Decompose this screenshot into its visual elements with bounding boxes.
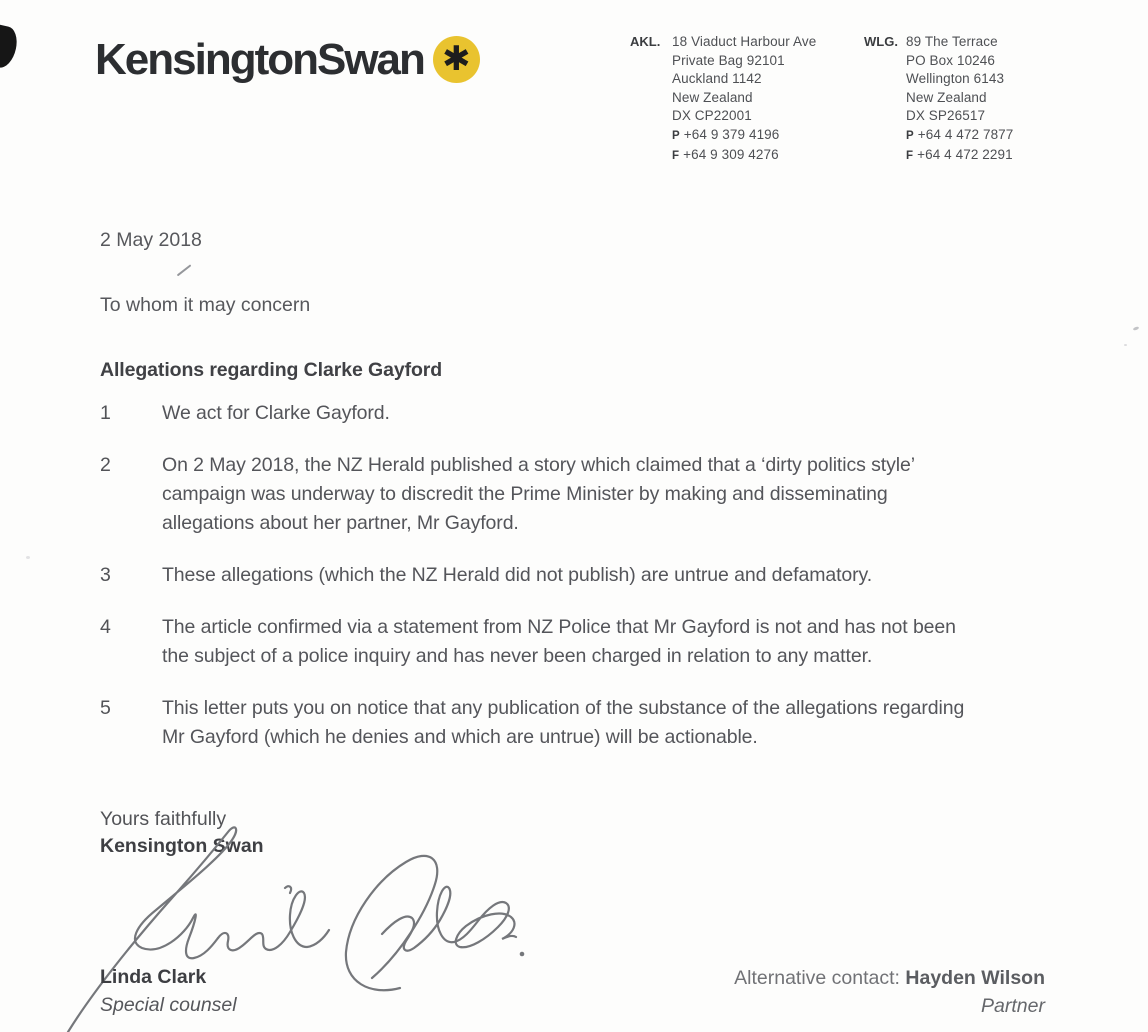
paragraph-number: 2: [100, 454, 111, 476]
letter-paragraphs: [100, 399, 1048, 775]
stray-pen-mark: [177, 264, 192, 276]
office-address-wlg: [906, 33, 1013, 165]
letter-date: 2 May 2018: [100, 229, 202, 251]
paragraph-4: [100, 613, 1048, 671]
letterhead-offices: [630, 33, 1013, 165]
address-line: 18 Viaduct Harbour Ave: [672, 34, 817, 49]
text-line: Mr Gayford (which he denies and which are untrue) will be actionable.: [162, 726, 758, 748]
address-line: Private Bag 92101: [672, 52, 785, 68]
text-line: This letter puts you on notice that any publication of the substance of the allegations regarding: [162, 697, 965, 719]
text-line: We act for Clarke Gayford.: [162, 402, 390, 424]
address-line: New Zealand: [906, 89, 987, 105]
scan-artifact-corner: [0, 24, 20, 70]
paragraph-text: [162, 561, 872, 590]
office-wellington: [864, 33, 1013, 165]
paragraph-text: [162, 613, 956, 671]
salutation: To whom it may concern: [100, 294, 311, 316]
phone-number: +64 4 472 7877: [917, 126, 1014, 142]
paragraph-1: [100, 399, 1048, 428]
firm-name: Kensington Swan: [100, 835, 264, 857]
office-address-akl: [672, 33, 816, 165]
office-label-wlg: WLG.: [864, 34, 898, 49]
paragraph-number: 4: [100, 616, 111, 638]
paragraph-text: [162, 399, 390, 428]
phone-line: [672, 126, 816, 146]
alternative-contact-title: Partner: [981, 995, 1045, 1017]
alternative-contact-block: [734, 964, 1045, 1020]
alternative-contact-label: Alternative contact:: [734, 967, 906, 989]
signer-block: [100, 963, 237, 1019]
firm-logo: [95, 36, 480, 83]
text-line: campaign was underway to discredit the Prime Minister by making and disseminating: [162, 483, 888, 505]
scan-speck: [26, 556, 30, 559]
phone-number: +64 9 379 4196: [683, 126, 780, 142]
fax-label: F: [672, 149, 680, 162]
fax-number: +64 4 472 2291: [917, 146, 1013, 162]
text-line: the subject of a police inquiry and has never been charged in relation to any matter.: [162, 645, 873, 667]
office-label-akl: AKL.: [630, 34, 661, 49]
firm-logo-wordmark: KensingtonSwan: [95, 35, 424, 84]
address-line: DX SP26517: [906, 108, 986, 124]
signer-title: Special counsel: [100, 994, 237, 1016]
paragraph-5: [100, 694, 1048, 752]
address-line: Wellington 6143: [906, 71, 1005, 87]
address-line: 89 The Terrace: [906, 34, 998, 49]
phone-label: P: [906, 129, 914, 142]
alternative-contact-name: Hayden Wilson: [905, 967, 1045, 989]
closing-block: [100, 806, 264, 860]
fax-number: +64 9 309 4276: [683, 146, 779, 162]
phone-line: [906, 126, 1013, 146]
fax-label: F: [906, 149, 914, 162]
text-line: These allegations (which the NZ Herald did not publish) are untrue and defamatory.: [162, 564, 873, 586]
fax-line: [672, 146, 816, 166]
valediction: Yours faithfully: [100, 808, 227, 830]
text-line: allegations about her partner, Mr Gayford.: [162, 512, 519, 534]
subject-heading: Allegations regarding Clarke Gayford: [100, 359, 443, 381]
address-line: Auckland 1142: [672, 71, 762, 87]
text-line: The article confirmed via a statement from NZ Police that Mr Gayford is not and has not been: [162, 616, 956, 638]
alternative-contact-line: [734, 964, 1045, 992]
signer-name: Linda Clark: [100, 966, 207, 988]
address-line: New Zealand: [672, 89, 753, 105]
paragraph-number: 1: [100, 402, 111, 424]
text-line: On 2 May 2018, the NZ Herald published a story which claimed that a ‘dirty politics style’: [162, 454, 915, 476]
office-auckland: [630, 33, 864, 165]
paragraph-number: 3: [100, 564, 111, 586]
phone-label: P: [672, 129, 680, 142]
paragraph-2: [100, 451, 1048, 538]
paragraph-number: 5: [100, 697, 111, 719]
address-line: DX CP22001: [672, 108, 752, 124]
asterisk-logo-icon: ✱: [433, 36, 480, 83]
paragraph-text: [162, 694, 964, 752]
address-line: PO Box 10246: [906, 52, 996, 68]
scan-speck: [1124, 344, 1127, 346]
paragraph-text: [162, 451, 915, 538]
fax-line: [906, 146, 1013, 166]
paragraph-3: [100, 561, 1048, 590]
scan-speck: [1133, 326, 1140, 331]
